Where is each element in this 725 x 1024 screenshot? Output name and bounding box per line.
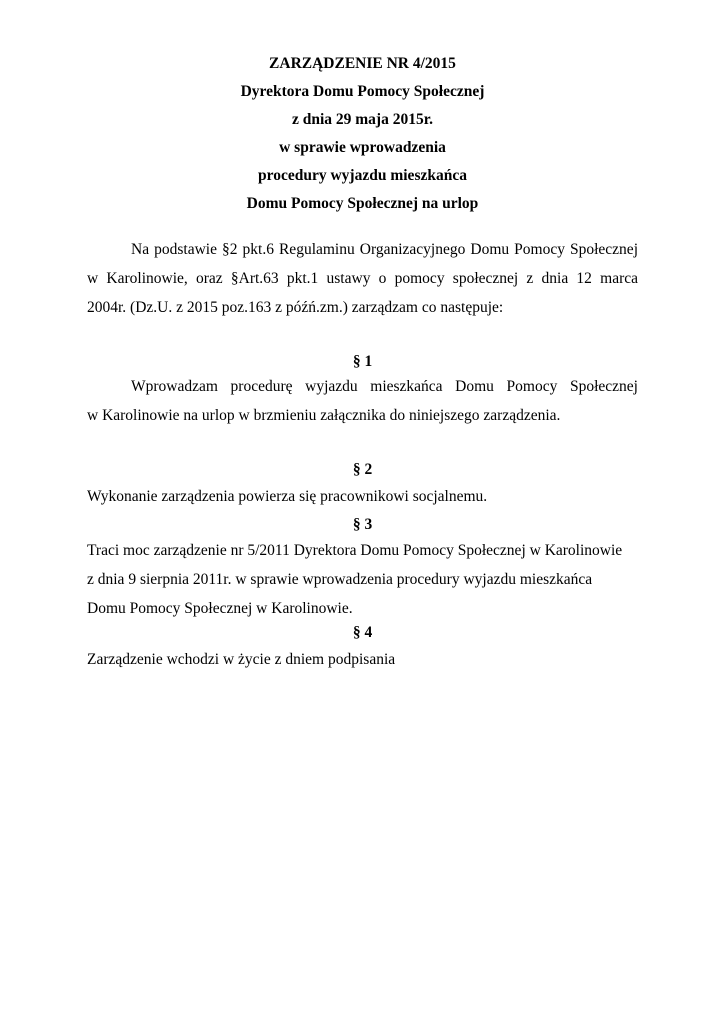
document-title <box>0 50 725 218</box>
title-line-date: z dnia 29 maja 2015r. <box>291 111 434 128</box>
section-4-line: Zarządzenie wchodzi w życie z dniem podpisania <box>87 651 396 668</box>
section-2-paragraph <box>87 482 638 511</box>
preamble-line: w Karolinowie, oraz §Art.63 pkt.1 ustawy o pomocy społecznej z dnia 12 marca <box>87 270 638 287</box>
section-3-line: z dnia 9 sierpnia 2011r. w sprawie wprowadzenia procedury wyjazdu mieszkańca <box>87 571 593 588</box>
section-mark-3: § 3 <box>352 516 373 533</box>
section-1-paragraph <box>87 372 638 430</box>
section-2-line: Wykonanie zarządzenia powierza się pracownikowi socjalnemu. <box>87 488 488 505</box>
section-3-paragraph <box>87 536 638 623</box>
section-3-line: Traci moc zarządzenie nr 5/2011 Dyrektora Domu Pomocy Społecznej w Karolinowie <box>87 542 623 559</box>
title-line-subject-2: procedury wyjazdu mieszkańca <box>258 167 467 184</box>
title-line-ordinance-number: ZARZĄDZENIE NR 4/2015 <box>269 55 456 72</box>
preamble-paragraph <box>87 235 638 322</box>
preamble-line: Na podstawie §2 pkt.6 Regulaminu Organizacyjnego Domu Pomocy Społecznej <box>131 241 638 258</box>
preamble-line: 2004r. (Dz.U. z 2015 poz.163 z późń.zm.) zarządzam co następuje: <box>87 299 504 316</box>
title-line-subject-3: Domu Pomocy Społecznej na urlop <box>246 195 479 212</box>
section-mark-1: § 1 <box>352 353 373 370</box>
section-mark-2: § 2 <box>352 461 373 478</box>
section-3-line: Domu Pomocy Społecznej w Karolinowie. <box>87 600 353 617</box>
title-line-issuer: Dyrektora Domu Pomocy Społecznej <box>240 83 485 100</box>
section-1-line: Wprowadzam procedurę wyjazdu mieszkańca Domu Pomocy Społecznej <box>131 378 638 395</box>
section-4-paragraph <box>87 645 638 674</box>
section-1-line: w Karolinowie na urlop w brzmieniu załącznika do niniejszego zarządzenia. <box>87 407 561 424</box>
section-mark-4: § 4 <box>352 624 373 641</box>
title-line-subject-1: w sprawie wprowadzenia <box>279 139 446 156</box>
